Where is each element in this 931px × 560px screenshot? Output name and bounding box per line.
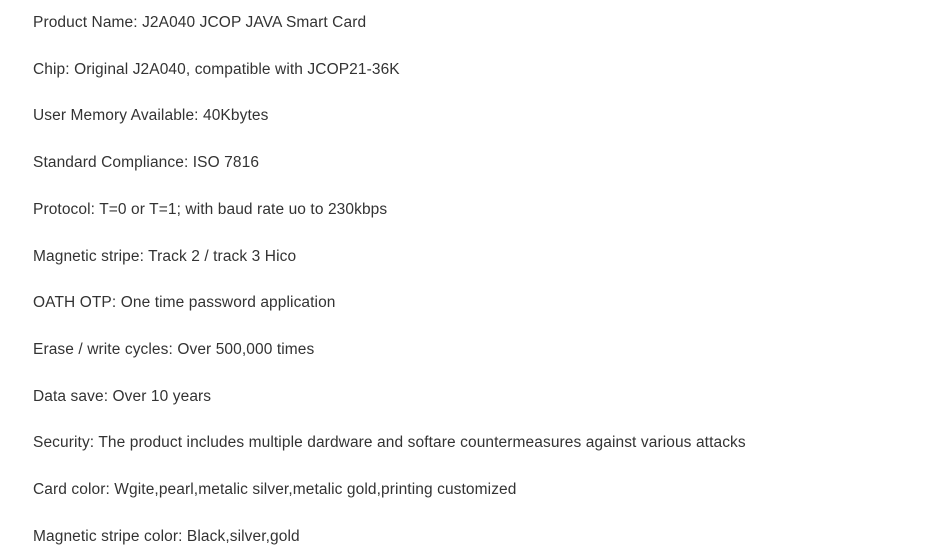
spec-line: Erase / write cycles: Over 500,000 times: [33, 340, 315, 358]
spec-line: Card color: Wgite,pearl,metalic silver,metalic gold,printing customized: [33, 481, 517, 499]
spec-line: Standard Compliance: ISO 7816: [33, 154, 260, 172]
spec-line: Security: The product includes multiple dardware and softare countermeasures against various attacks: [33, 434, 746, 452]
spec-line: Protocol: T=0 or T=1; with baud rate uo to 230kbps: [33, 200, 388, 218]
spec-line: Magnetic stripe: Track 2 / track 3 Hico: [33, 247, 297, 265]
spec-line: Data save: Over 10 years: [33, 387, 212, 405]
spec-line: Chip: Original J2A040, compatible with JCOP21-36K: [33, 60, 400, 78]
spec-line: Magnetic stripe color: Black,silver,gold: [33, 527, 300, 545]
spec-line: OATH OTP: One time password application: [33, 294, 336, 312]
spec-line: User Memory Available: 40Kbytes: [33, 107, 269, 125]
spec-line: Product Name: J2A040 JCOP JAVA Smart Card: [33, 14, 367, 31]
